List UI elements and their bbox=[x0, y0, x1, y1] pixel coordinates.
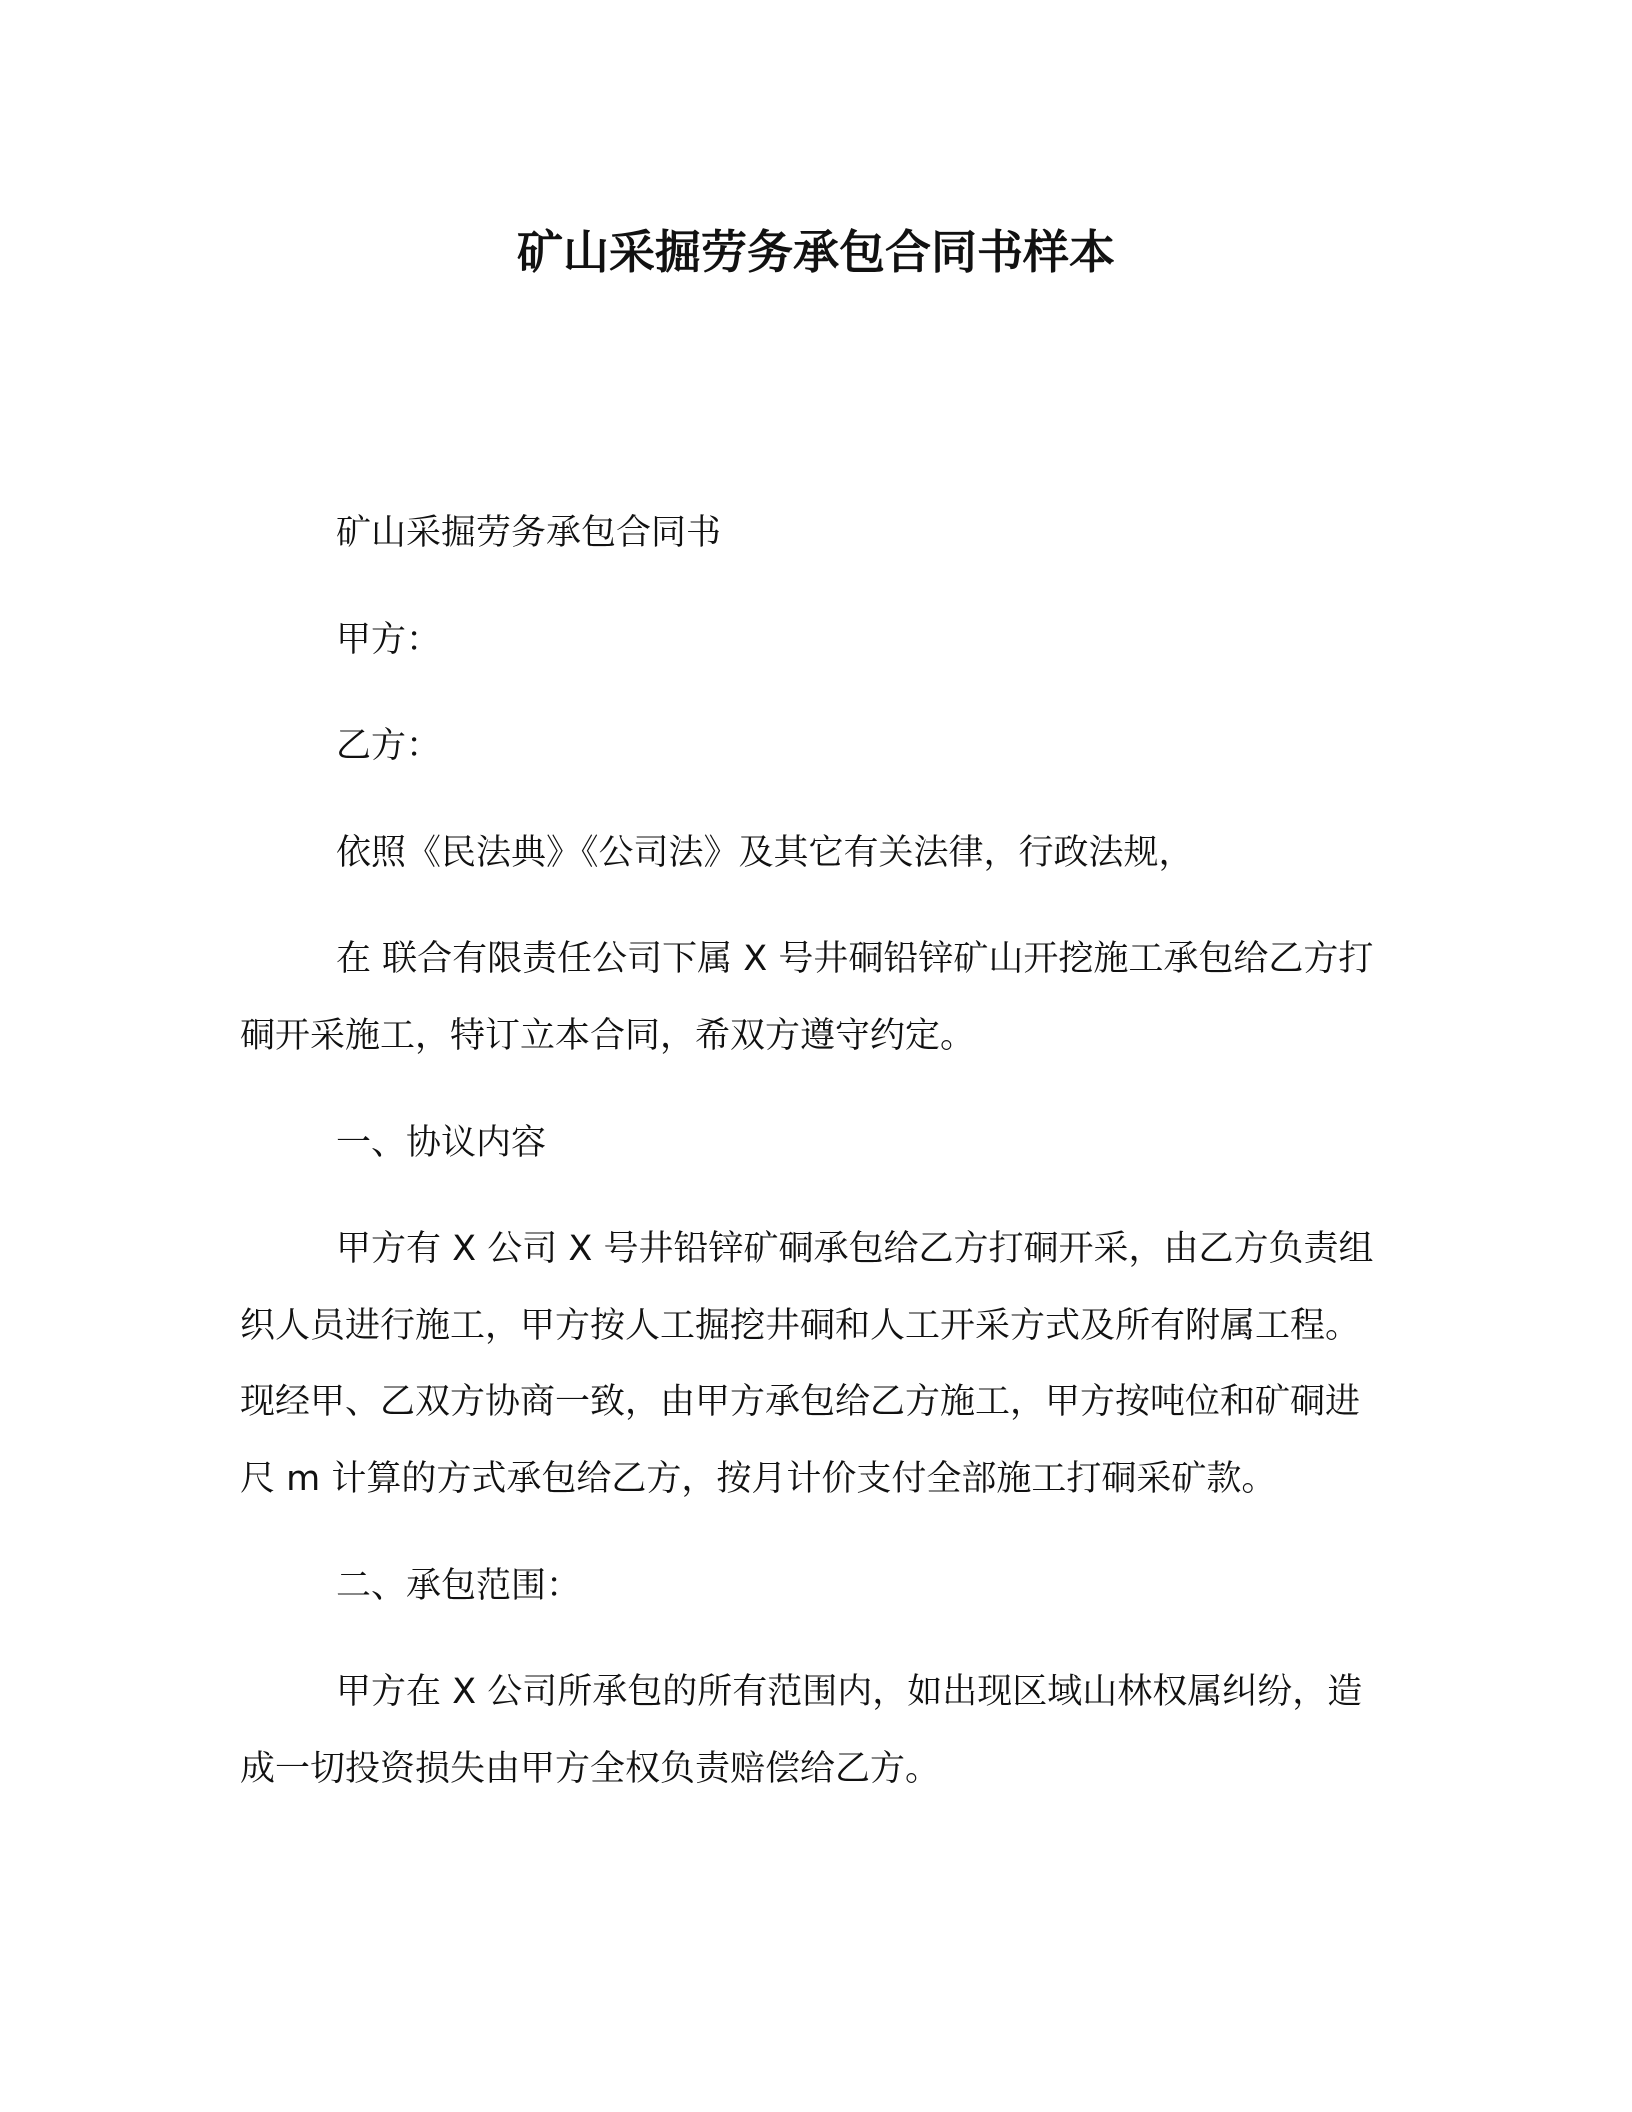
party-b-paragraph: 乙方： bbox=[336, 726, 442, 767]
party-a-paragraph: 甲方： bbox=[336, 619, 442, 660]
section-heading-agreement: 一、协议内容 bbox=[336, 1122, 547, 1163]
intro-paragraph: 在 联合有限责任公司下属 X 号井硐铅锌矿山开挖施工承包给乙方打硐开采施工，特订立本合同，希双方遵守约定。 bbox=[240, 939, 1374, 1056]
legal-basis-paragraph: 依照《民法典》《公司法》及其它有关法律，行政法规， bbox=[336, 832, 1194, 873]
document-title: 矿山采掘劳务承包合同书样本 bbox=[517, 225, 1115, 279]
contract-name-paragraph: 矿山采掘劳务承包合同书 bbox=[336, 513, 722, 553]
document-body bbox=[240, 495, 1390, 1837]
agreement-content-paragraph: 甲方有 X 公司 X 号井铅锌矿硐承包给乙方打硐开采，由乙方负责组织人员进行施工，甲方按人工掘挖井硐和人工开采方式及所有附属工程。现经甲、乙双方协商一致，由甲方承包给乙方施工，甲方按吨位和矿硐进尺 m 计算的方式承包给乙方，按月计价支付全部施工打硐采矿款。 bbox=[240, 1229, 1374, 1499]
scope-content-paragraph: 甲方在 X 公司所承包的所有范围内，如出现区域山林权属纠纷，造成一切投资损失由甲方全权负责赔偿给乙方。 bbox=[240, 1672, 1363, 1789]
section-heading-scope: 二、承包范围： bbox=[336, 1565, 582, 1606]
